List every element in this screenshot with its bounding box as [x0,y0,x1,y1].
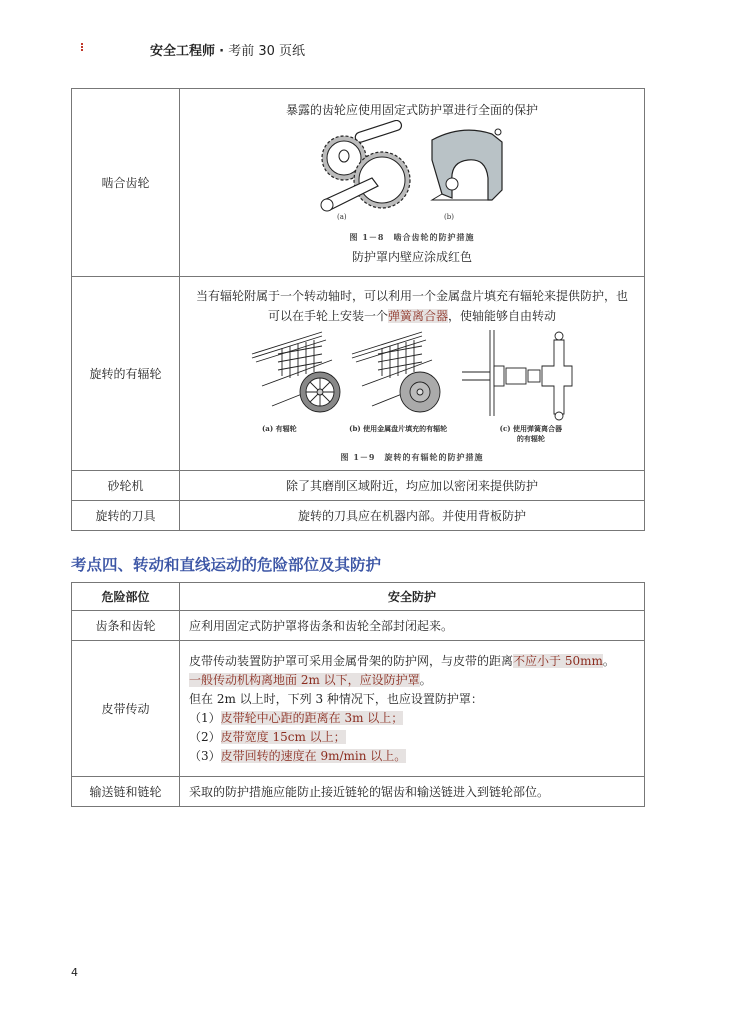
table-row [72,277,645,471]
desc-text-part: 可以在手轮上安装一个 [267,309,388,323]
fig-label-c-line1: (c) 使用弹簧离合器 [499,424,562,433]
fig-label-c-line2: 的有辐轮 [516,434,545,443]
desc-cell: 应利用固定式防护罩将齿条和齿轮全部封闭起来。 [180,611,645,641]
desc-cell [180,277,645,471]
desc-text-part: ，使轴能够自由转动 [448,309,557,323]
desc-text: 当有辐轮附属于一个转动轴时，可以利用一个金属盘片填充有辐轮来提供防护，也 [195,289,628,303]
condition-number: （2） [189,729,221,744]
figure-caption: 图 1－9 旋转的有辐轮的防护措施 [340,452,484,462]
desc-text: 防护罩内壁应涂成红色 [351,250,472,264]
condition-number: （1） [189,710,221,725]
desc-cell: 除了其磨削区域附近，均应加以密闭来提供防护 [180,471,645,501]
part-cell: 齿条和齿轮 [72,611,180,641]
desc-text: 暴露的齿轮应使用固定式防护罩进行全面的保护 [285,103,538,117]
guard-table-2 [71,582,645,807]
part-cell: 皮带传动 [72,641,180,777]
column-header: 安全防护 [180,583,645,611]
fig-label-a: (a) 有辐轮 [262,424,297,433]
belt-line-2 [189,671,644,690]
header-title-separator: · [219,44,225,59]
header-title-main: 安全工程师 [150,44,216,59]
highlight-text: 皮带宽度 15cm 以上； [220,729,346,744]
spoked-wheel-illustration-a [252,332,340,412]
highlight-text: 一般传动机构离地面 2m 以下，应设防护罩 [189,672,420,687]
figure-sublabels [262,424,562,444]
belt-condition-3 [189,747,644,766]
table-row [72,611,645,641]
desc-text-line2 [268,306,556,326]
desc-cell: 采取的防护措施应能防止接近链轮的锯齿和输送链进入到链轮部位。 [180,777,645,807]
figure-caption: 图 1－8 啮合齿轮的防护措施 [349,232,475,242]
desc-cell: 旋转的刀具应在机器内部。并使用背板防护 [180,501,645,531]
header-red-mark [81,43,84,52]
belt-condition-2 [189,728,644,747]
highlight-text: 不应小于 50mm [513,653,603,668]
desc-text-part: 。 [602,653,615,668]
desc-text-part: 皮带传动装置防护罩可采用金属骨架的防护网，与皮带的距离 [189,653,514,668]
table-row [72,89,645,277]
desc-cell [180,641,645,777]
fig-label-a: (a) [337,213,347,221]
part-cell: 旋转的刀具 [72,501,180,531]
desc-cell [180,89,645,277]
highlight-text: 皮带回转的速度在 9m/min 以上。 [220,748,407,763]
guard-table-1 [71,88,645,531]
highlight-text: 皮带轮中心距的距离在 3m 以上； [220,710,404,725]
spoked-wheel-figure [242,326,582,426]
meshing-gears-figure [292,120,532,230]
header-title [150,40,305,59]
gear-guard-illustration-b [432,129,502,200]
section-heading: 考点四、转动和直线运动的危险部位及其防护 [71,556,382,574]
fig-label-b: (b) [444,213,454,221]
desc-text-part: 。 [419,672,432,687]
column-header: 危险部位 [72,583,180,611]
fig-label-c [500,424,562,444]
table-row [72,641,645,777]
header-title-sub: 考前 30 页纸 [228,44,306,59]
highlight-text: 弹簧离合器 [387,309,448,323]
part-cell: 砂轮机 [72,471,180,501]
belt-line-3: 但在 2m 以上时，下列 3 种情况下，也应设置防护罩： [189,691,483,706]
condition-number: （3） [189,748,221,763]
page-number: 4 [71,966,78,979]
filled-wheel-illustration-b [352,332,440,412]
belt-condition-1 [189,709,644,728]
table-row [72,777,645,807]
belt-line-1 [189,652,644,671]
table-header-row [72,583,645,611]
spring-clutch-illustration-c [462,330,572,420]
table-row [72,501,645,531]
gears-illustration-a [321,120,410,211]
part-cell: 输送链和链轮 [72,777,180,807]
part-cell: 啮合齿轮 [72,89,180,277]
table-row [72,471,645,501]
part-cell: 旋转的有辐轮 [72,277,180,471]
fig-label-b: (b) 使用金属盘片填充的有辐轮 [349,424,448,433]
